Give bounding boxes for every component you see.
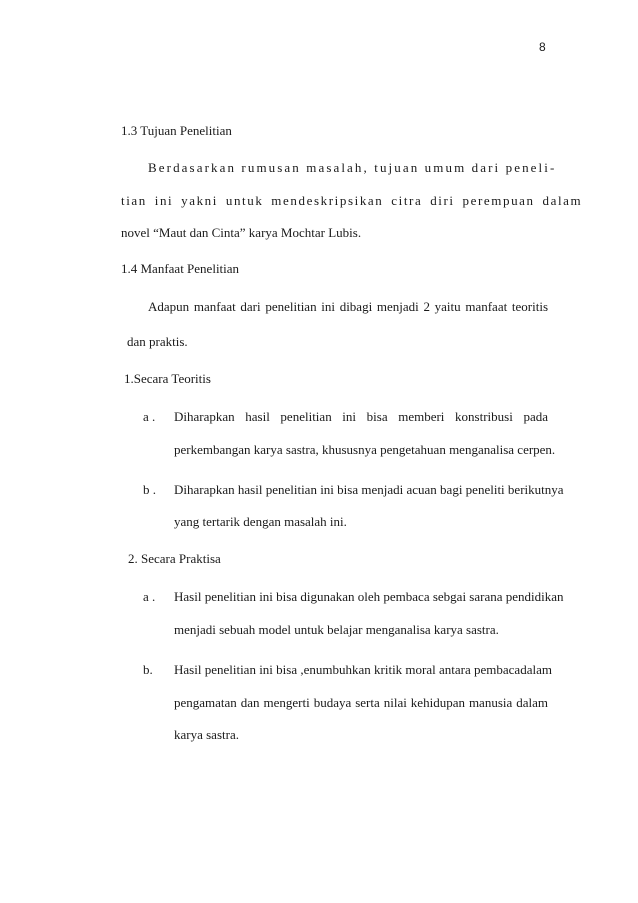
list-item-line: Diharapkan hasil penelitian ini bisa memberi konstribusi pada <box>174 409 548 424</box>
section-heading-manfaat: 1.4 Manfaat Penelitian <box>121 261 240 276</box>
paragraph-line: dan praktis. <box>127 334 188 349</box>
list-marker: a . <box>143 589 156 604</box>
list-item-line: menjadi sebuah model untuk belajar menganalisa karya sastra. <box>174 622 499 637</box>
subsection-heading-teoritis: 1.Secara Teoritis <box>124 371 211 386</box>
list-item-line: pengamatan dan mengerti budaya serta nilai kehidupan manusia dalam <box>174 695 548 710</box>
list-item-line: Diharapkan hasil penelitian ini bisa menjadi acuan bagi peneliti berikutnya <box>174 482 564 497</box>
paragraph-line: novel “Maut dan Cinta” karya Mochtar Lubis. <box>121 225 362 240</box>
list-marker: b . <box>143 482 156 497</box>
list-item-line: Hasil penelitian ini bisa ,enumbuhkan kritik moral antara pembacadalam <box>174 662 552 677</box>
list-item-line: yang tertarik dengan masalah ini. <box>174 514 347 529</box>
list-marker: b. <box>143 662 153 677</box>
list-marker: a . <box>143 409 156 424</box>
list-item-line: Hasil penelitian ini bisa digunakan oleh pembaca sebgai sarana pendidikan <box>174 589 564 604</box>
page-number: 8 <box>539 40 546 54</box>
paragraph-line: Berdasarkan rumusan masalah, tujuan umum dari peneli- <box>148 160 557 175</box>
paragraph-line: Adapun manfaat dari penelitian ini dibagi menjadi 2 yaitu manfaat teoritis <box>148 299 548 314</box>
list-item-line: karya sastra. <box>174 727 239 742</box>
list-item-line: perkembangan karya sastra, khususnya pengetahuan menganalisa cerpen. <box>174 442 556 457</box>
section-heading-tujuan: 1.3 Tujuan Penelitian <box>121 123 232 138</box>
subsection-heading-praktisa: 2. Secara Praktisa <box>128 551 221 566</box>
paragraph-line: tian ini yakni untuk mendeskripsikan citra diri perempuan dalam <box>121 193 583 208</box>
